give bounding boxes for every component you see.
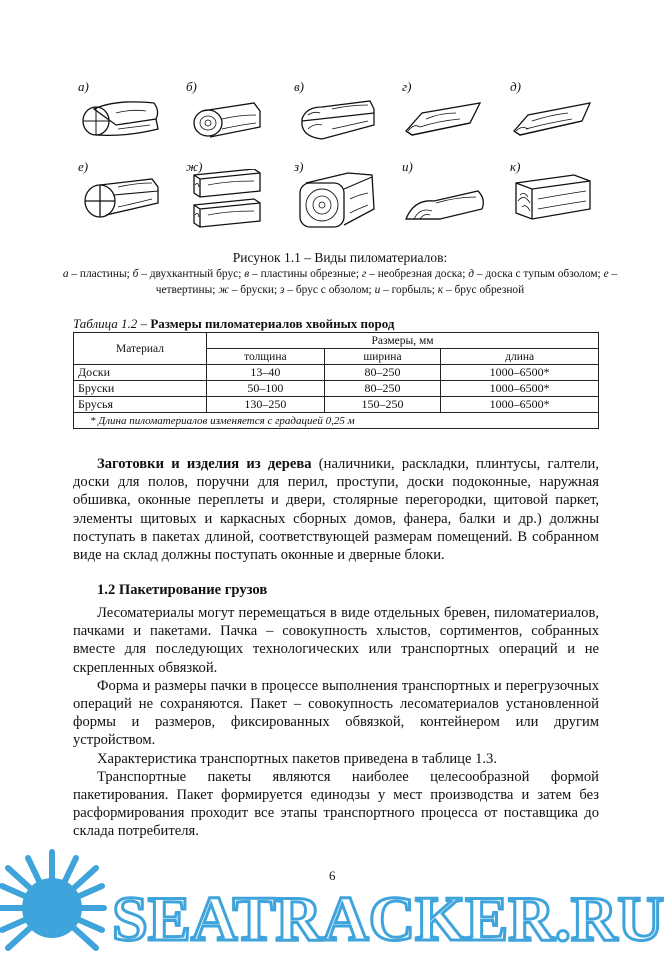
cell-material: Бруски — [74, 381, 207, 397]
figure-label: в) — [294, 79, 304, 94]
table-row — [74, 365, 599, 381]
figure-label: б) — [186, 79, 197, 94]
figure-item-i — [394, 155, 502, 235]
figure-item-e — [70, 155, 178, 235]
header-sizes: Размеры, мм — [207, 333, 599, 349]
figure-label: и) — [402, 159, 413, 174]
header-length: длина — [441, 349, 599, 365]
figure-label: е) — [78, 159, 89, 174]
quarter-logs-drawing — [76, 169, 166, 229]
figure-label: д) — [510, 79, 521, 94]
table-note-row — [74, 413, 599, 429]
paragraph: Транспортные пакеты являются наиболее целесообразной формой пакетирования. Пакет формируется единодзы у мест производства и затем без расформирования проходит все этапы транспортного процесса от поставщика до склада потребителя. — [73, 768, 599, 840]
figure-legend — [60, 266, 620, 298]
table-row — [74, 381, 599, 397]
figure-item-d — [502, 75, 610, 155]
table-note: * Длина пиломатериалов изменяется с градацией 0,25 м — [74, 413, 599, 429]
bars-drawing — [184, 169, 274, 233]
edged-planks-drawing — [292, 89, 382, 149]
figure-item-zh — [178, 155, 286, 235]
edged-beam-drawing — [508, 169, 598, 233]
cell-length: 1000–6500* — [441, 381, 599, 397]
cell-width: 80–250 — [324, 381, 441, 397]
figure-caption: Рисунок 1.1 – Виды пиломатериалов: — [232, 250, 448, 265]
waney-beam-drawing — [292, 169, 382, 233]
cell-thickness: 13–40 — [207, 365, 325, 381]
legend-entry: з – брус с обзолом; — [280, 284, 375, 296]
legend-entry: и – горбыль; — [374, 284, 438, 296]
lumber-sizes-table — [73, 332, 599, 429]
header-material: Материал — [74, 333, 207, 365]
paragraph: Характеристика транспортных пакетов приведена в таблице 1.3. — [97, 750, 497, 767]
figure-label: г) — [402, 79, 412, 94]
legend-entry: ж – бруски; — [218, 284, 281, 296]
watermark-logo — [0, 848, 672, 953]
figure-label: ж) — [186, 159, 203, 174]
paragraph-products: Заготовки и изделия из дерева (наличники, раскладки, плинтусы, галтели, доски для полов, поручни для перил, проступи, доски подоконные, наружная обшивка, оконные переплеты и двери, столярные перегородки, щитовой паркет, элементы щитовых и каркасных сборных домов, фанера, балки и др.) должны поступать в пакетах длиной, соответствующей размерам помещений. В собранном виде на склад должны поступать оконные и дверные блоки. — [73, 456, 599, 564]
figure-lumber-types — [70, 75, 610, 235]
section-heading: 1.2 Пакетирование грузов — [97, 582, 268, 598]
cell-width: 80–250 — [324, 365, 441, 381]
unedged-board-drawing — [400, 89, 490, 149]
section-body — [73, 604, 599, 841]
table-title: Таблица 1.2 – Размеры пиломатериалов хвойных пород — [73, 316, 395, 331]
legend-entry: в – пластины обрезные; — [244, 268, 362, 280]
legend-entry: к – брус обрезной — [437, 284, 525, 296]
cell-material: Доски — [74, 365, 207, 381]
cell-length: 1000–6500* — [441, 397, 599, 413]
page-number: 6 — [329, 868, 336, 883]
header-thickness: толщина — [207, 349, 325, 365]
cell-width: 150–250 — [324, 397, 441, 413]
figure-label: а) — [78, 79, 89, 94]
watermark-text: SEATRACKER.RU — [112, 883, 664, 953]
slab-drawing — [400, 169, 490, 233]
figure-label: к) — [510, 159, 521, 174]
table-header-row — [74, 333, 599, 349]
figure-item-v — [286, 75, 394, 155]
figure-item-b — [178, 75, 286, 155]
cell-material: Брусья — [74, 397, 207, 413]
blunt-wane-board-drawing — [508, 89, 598, 149]
figure-item-g — [394, 75, 502, 155]
cell-thickness: 50–100 — [207, 381, 325, 397]
legend-entry: б – двухкантный брус; — [132, 268, 245, 280]
legend-entry: д – доска с тупым обзолом; — [468, 268, 604, 280]
table-row — [74, 397, 599, 413]
sun-burst-icon — [0, 852, 104, 948]
legend-entry: г – необрезная доска; — [361, 268, 469, 280]
figure-item-z — [286, 155, 394, 235]
paragraph: Лесоматериалы могут перемещаться в виде отдельных бревен, пиломатериалов, пачками и пакетами. Пачка – совокупность хлыстов, сортиментов, собранных вместе для последующих технологических или транспортных операций и не скрепленных обвязкой. — [73, 605, 599, 676]
cell-length: 1000–6500* — [441, 365, 599, 381]
two-edged-beam-drawing — [184, 89, 274, 149]
legend-entry: а – пластины; — [62, 268, 133, 280]
figure-item-a — [70, 75, 178, 155]
figure-item-k — [502, 155, 610, 235]
paragraph: Форма и размеры пачки в процессе выполнения транспортных и перегрузочных операций не сохраняются. Пакет – совокупность лесоматериалов установленной формы и размеров, фиксированных обвязкой, контейнером или другим устройством. — [73, 677, 599, 749]
figure-label: з) — [294, 159, 304, 174]
header-width: ширина — [324, 349, 441, 365]
cell-thickness: 130–250 — [207, 397, 325, 413]
plank-halves-drawing — [76, 89, 166, 149]
legend-entry: е – четвертины; — [155, 268, 618, 296]
